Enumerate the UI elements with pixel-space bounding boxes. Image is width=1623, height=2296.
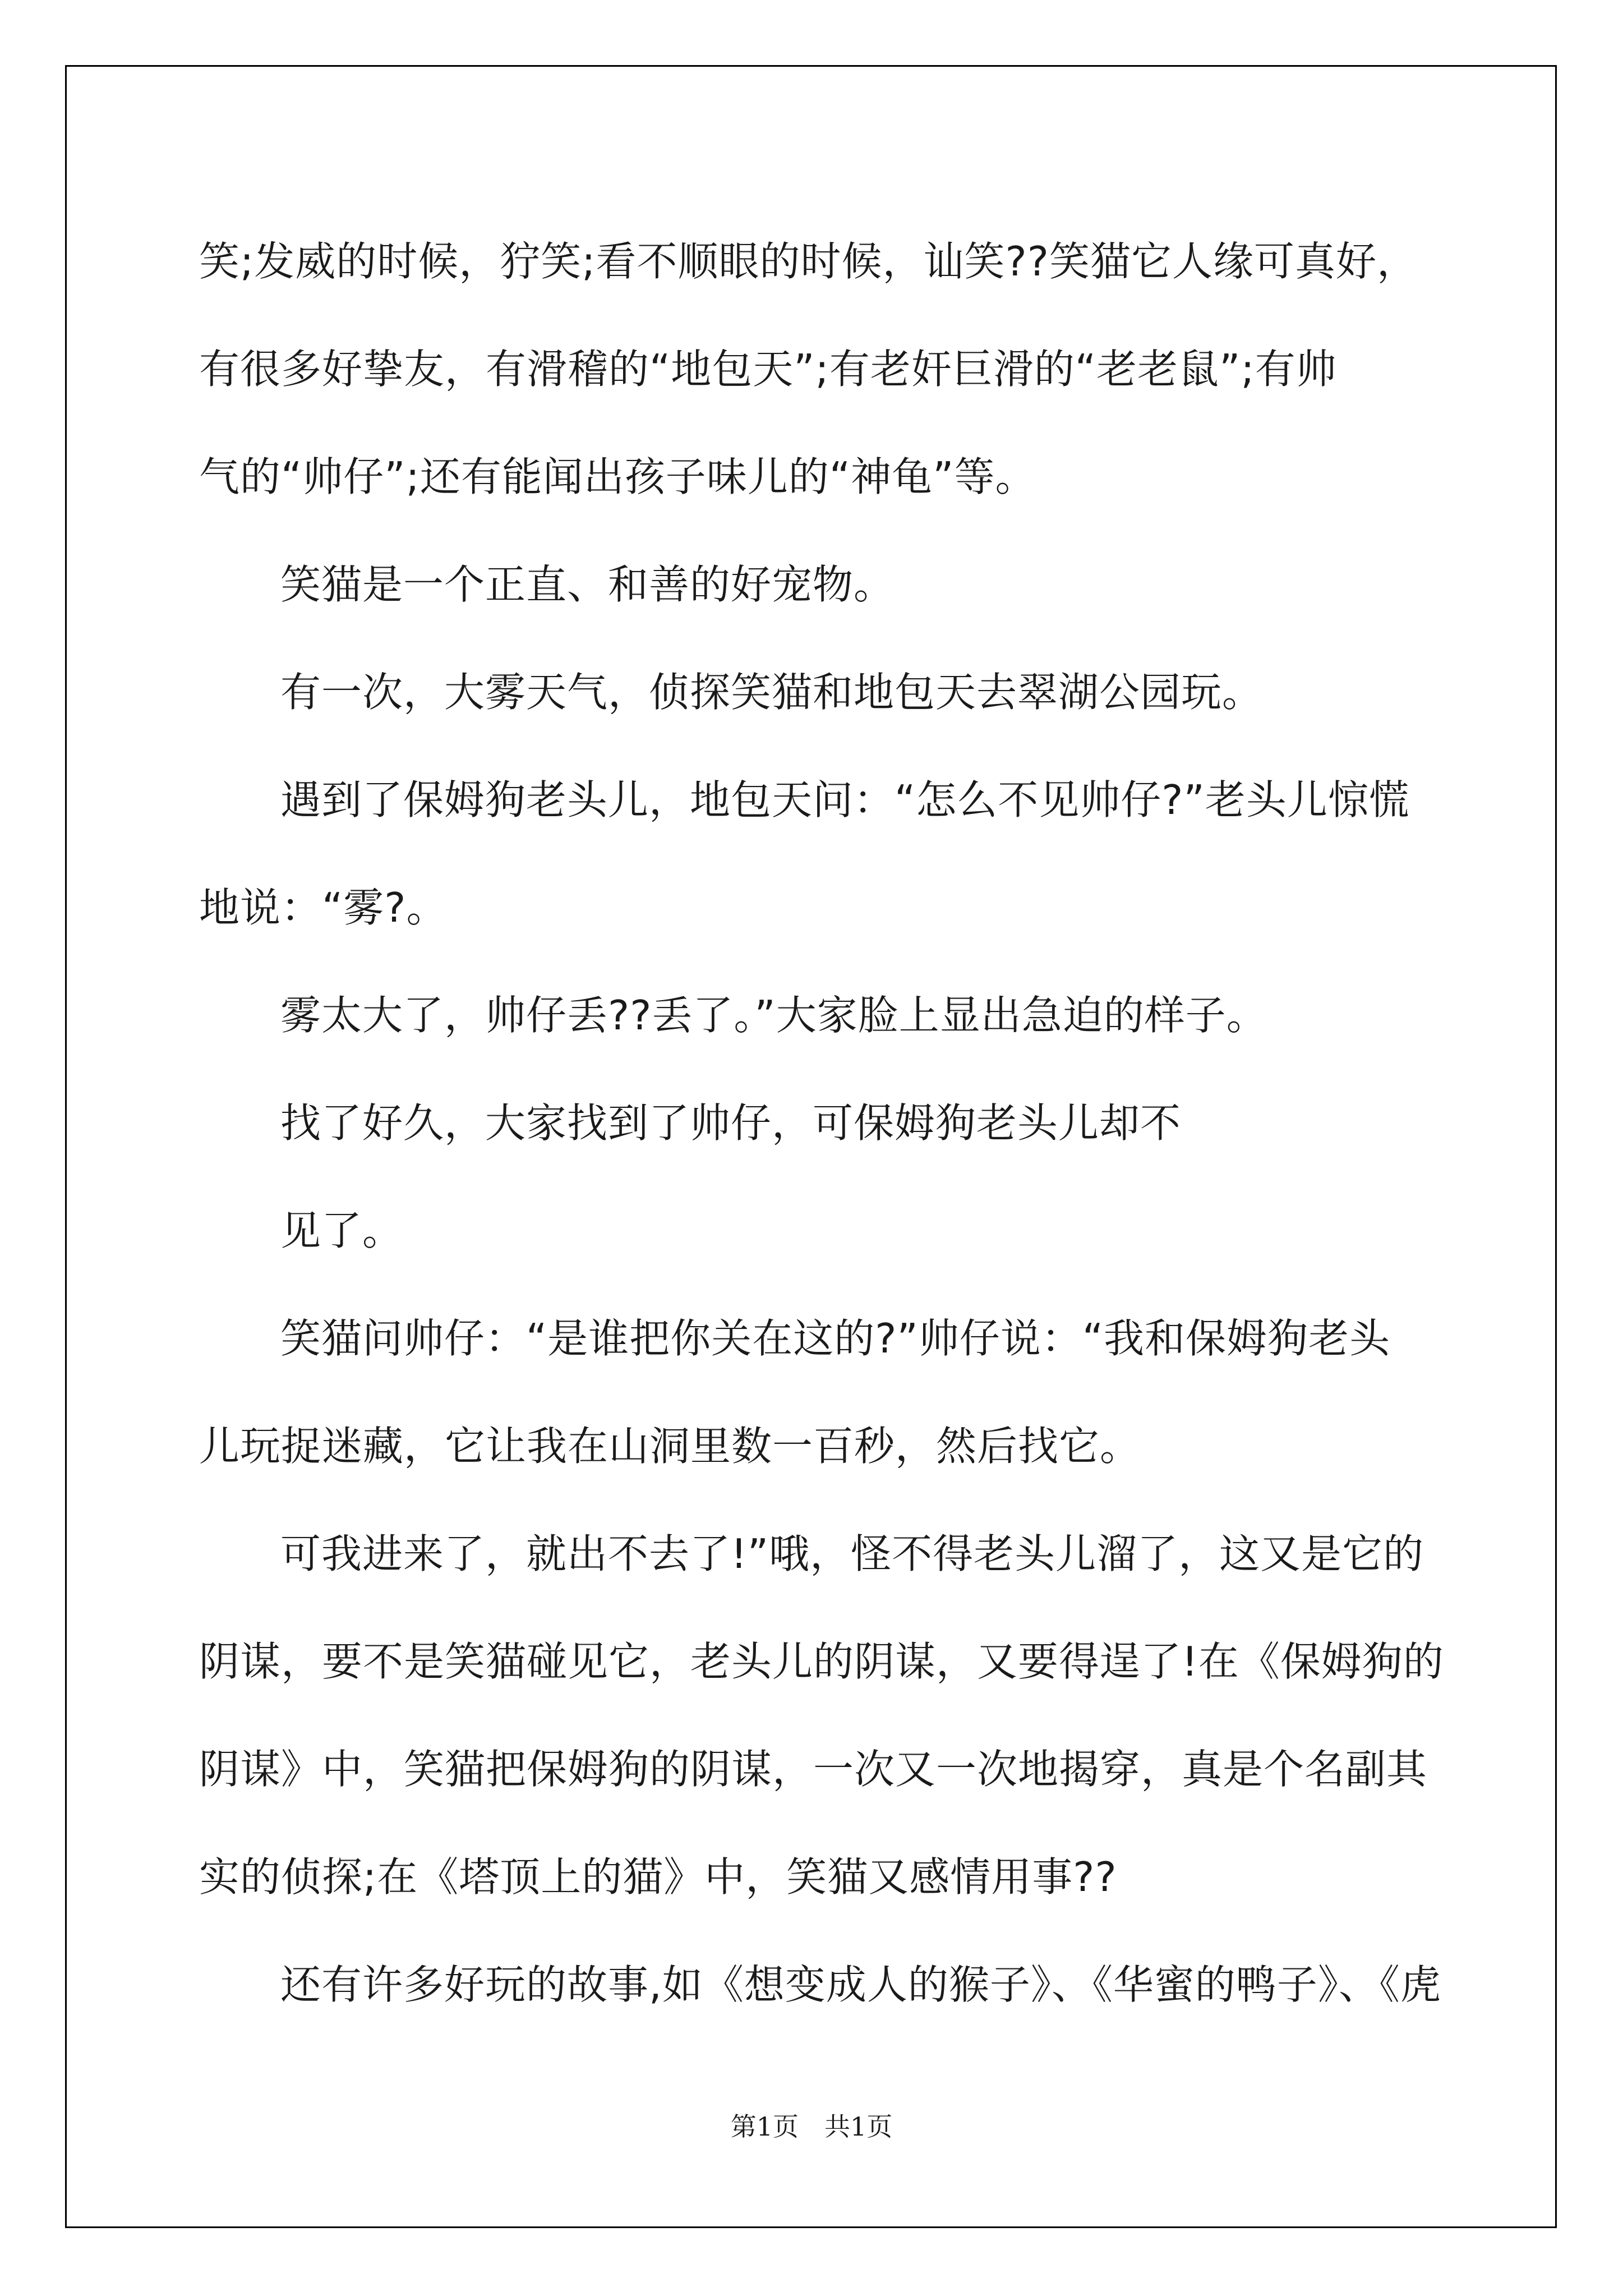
text-line: 儿玩捉迷藏，它让我在山洞里数一百秒，然后找它。 — [199, 1423, 1141, 1470]
text-line: 笑猫问帅仔：“是谁把你关在这的?”帅仔说：“我和保姆狗老头 — [280, 1315, 1391, 1362]
text-line: 见了。 — [280, 1207, 404, 1254]
text-line: 找了好久，大家找到了帅仔，可保姆狗老头儿却不 — [280, 1099, 1182, 1147]
text-line: 地说：“雾?。 — [199, 884, 448, 931]
text-line: 笑;发威的时候，狞笑;看不顺眼的时候，讪笑??笑猫它人缘可真好， — [199, 238, 1418, 285]
text-line: 有一次，大雾天气，侦探笑猫和地包天去翠湖公园玩。 — [280, 669, 1264, 716]
body-text — [199, 208, 1444, 2039]
page-footer: 第1页 共1页 — [730, 2111, 893, 2142]
text-line: 雾太大了，帅仔丢??丢了。”大家脸上显出急迫的样子。 — [280, 992, 1267, 1039]
text-line: 阴谋，要不是笑猫碰见它，老头儿的阴谋，又要得逞了!在《保姆狗的 — [199, 1638, 1444, 1685]
text-line: 遇到了保姆狗老头儿，地包天问：“怎么不见帅仔?”老头儿惊慌 — [280, 776, 1410, 823]
text-line: 阴谋》中，笑猫把保姆狗的阴谋，一次又一次地揭穿，真是个名副其 — [199, 1746, 1428, 1793]
text-line: 气的“帅仔”;还有能闻出孩子味儿的“神龟”等。 — [199, 453, 1036, 500]
text-line: 可我进来了，就出不去了!”哦，怪不得老头儿溜了，这又是它的 — [280, 1530, 1424, 1577]
text-line: 笑猫是一个正直、和善的好宠物。 — [280, 561, 895, 608]
text-line: 有很多好挚友，有滑稽的“地包天”;有老奸巨滑的“老老鼠”;有帅 — [199, 346, 1337, 393]
text-line: 实的侦探;在《塔顶上的猫》中，笑猫又感情用事?? — [199, 1853, 1117, 1901]
text-line: 还有许多好玩的故事,如《想变成人的猴子》、《华蜜的鸭子》、《虎 — [280, 1961, 1441, 2008]
